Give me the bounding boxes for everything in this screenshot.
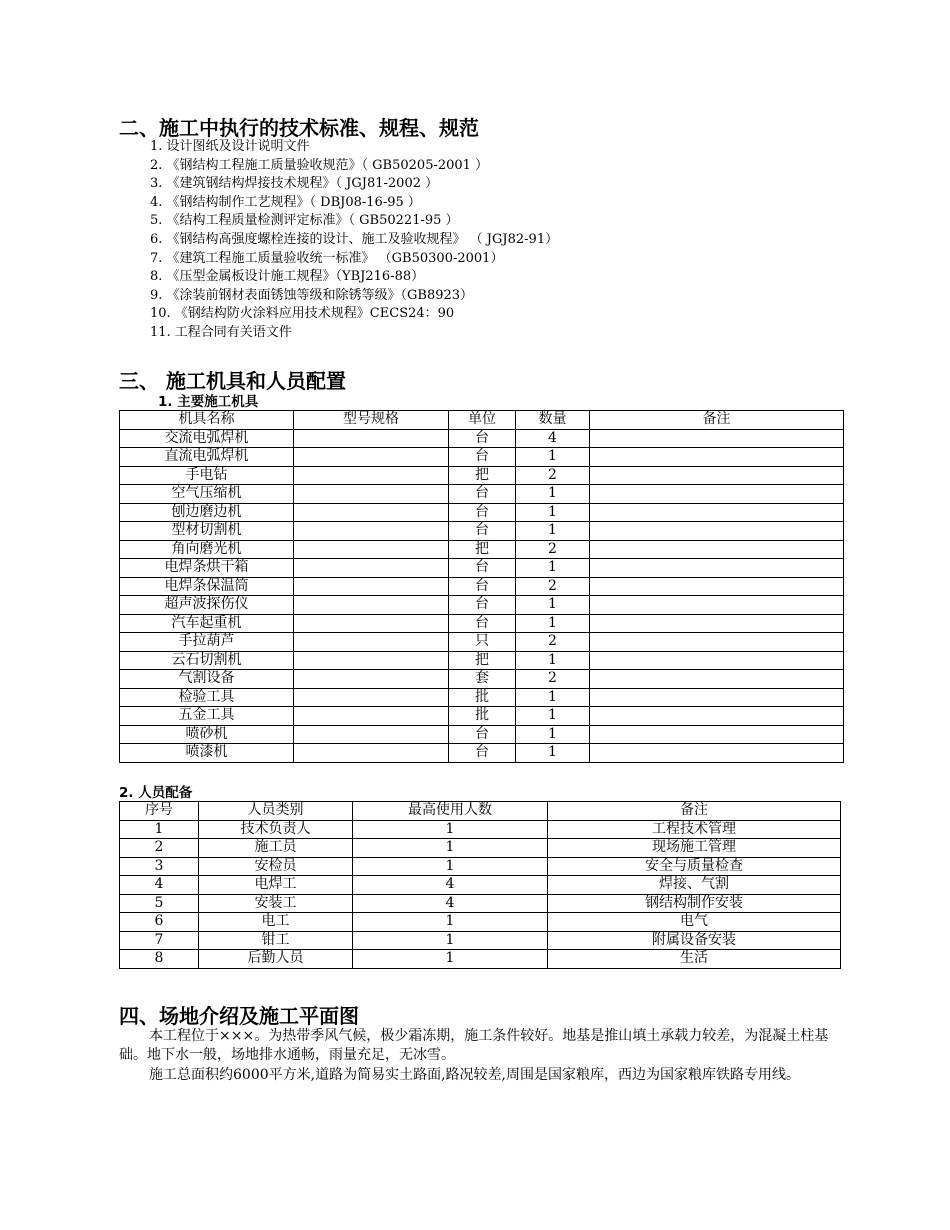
personnel-header-cell: 人员类别: [199, 802, 353, 821]
equipment-cell: 4: [516, 429, 590, 448]
standard-item: 2. 《钢结构工程施工质量验收规范》（ GB50205-2001 ）: [150, 157, 489, 173]
personnel-header-row: [120, 802, 841, 821]
personnel-cell: 2: [120, 839, 199, 858]
personnel-row: [120, 857, 841, 876]
personnel-header-cell: 序号: [120, 802, 199, 821]
equipment-cell: [590, 596, 844, 615]
equipment-cell: [294, 503, 449, 522]
equipment-table: [119, 410, 844, 763]
equipment-cell: 电焊条保温筒: [120, 577, 294, 596]
equipment-cell: 检验工具: [120, 688, 294, 707]
equipment-cell: 2: [516, 670, 590, 689]
personnel-row: [120, 931, 841, 950]
personnel-cell: 5: [120, 894, 199, 913]
equipment-cell: [590, 429, 844, 448]
standard-item: 3. 《建筑钢结构焊接技术规程》（ JGJ81-2002 ）: [150, 176, 439, 192]
equipment-cell: 1: [516, 522, 590, 541]
standard-item: 11. 工程合同有关语文件: [150, 324, 292, 340]
equipment-cell: 型材切割机: [120, 522, 294, 541]
personnel-cell: 电焊工: [199, 876, 353, 895]
equipment-header-cell: 机具名称: [120, 411, 294, 430]
equipment-cell: [590, 448, 844, 467]
equipment-cell: 台: [449, 485, 516, 504]
equipment-cell: [294, 466, 449, 485]
personnel-cell: 1: [353, 950, 548, 969]
equipment-cell: [590, 670, 844, 689]
personnel-cell: 4: [353, 894, 548, 913]
equipment-cell: [294, 429, 449, 448]
equipment-row: [120, 670, 844, 689]
personnel-cell: 施工员: [199, 839, 353, 858]
personnel-cell: 安全与质量检查: [548, 857, 841, 876]
equipment-cell: [590, 559, 844, 578]
equipment-cell: [294, 744, 449, 763]
personnel-row: [120, 839, 841, 858]
equipment-cell: 直流电弧焊机: [120, 448, 294, 467]
equipment-cell: [294, 707, 449, 726]
equipment-cell: [590, 614, 844, 633]
personnel-row: [120, 913, 841, 932]
site-paragraph-2: [119, 1066, 844, 1085]
personnel-cell: 4: [353, 876, 548, 895]
equipment-cell: 台: [449, 614, 516, 633]
personnel-cell: 1: [353, 931, 548, 950]
personnel-cell: 生活: [548, 950, 841, 969]
equipment-cell: [294, 688, 449, 707]
equipment-cell: [294, 448, 449, 467]
equipment-header-row: [120, 411, 844, 430]
equipment-cell: [590, 688, 844, 707]
section2-title: 二、施工中执行的技术标准、规程、规范: [119, 116, 479, 140]
personnel-cell: 1: [353, 820, 548, 839]
equipment-header-cell: 备注: [590, 411, 844, 430]
equipment-cell: [294, 670, 449, 689]
site-paragraph-text: 本工程位于×××。为热带季风气候，极少霜冻期，施工条件较好。地基是推山填土承载力较差，为混凝土柱基础。地下水一般，场地排水通畅，雨量充足，无冰雪。: [119, 1028, 829, 1063]
standard-item: 1. 设计图纸及设计说明文件: [150, 139, 310, 154]
equipment-cell: [294, 485, 449, 504]
equipment-cell: 1: [516, 707, 590, 726]
equipment-row: [120, 522, 844, 541]
personnel-table: [119, 801, 841, 969]
personnel-cell: 安检员: [199, 857, 353, 876]
equipment-cell: 2: [516, 466, 590, 485]
equipment-cell: 1: [516, 688, 590, 707]
equipment-cell: 台: [449, 577, 516, 596]
equipment-cell: [294, 559, 449, 578]
personnel-cell: 1: [353, 913, 548, 932]
personnel-subtitle: 2. 人员配备: [119, 785, 193, 801]
equipment-cell: 超声波探伤仪: [120, 596, 294, 615]
equipment-cell: [590, 633, 844, 652]
equipment-cell: 云石切割机: [120, 651, 294, 670]
equipment-row: [120, 707, 844, 726]
personnel-cell: 焊接、气割: [548, 876, 841, 895]
equipment-cell: [294, 522, 449, 541]
equipment-cell: 台: [449, 559, 516, 578]
equipment-row: [120, 485, 844, 504]
equipment-row: [120, 429, 844, 448]
equipment-cell: [294, 540, 449, 559]
equipment-cell: [590, 485, 844, 504]
equipment-cell: 喷砂机: [120, 725, 294, 744]
site-paragraph-text: 施工总面积约6000平方米,道路为简易实土路面,路况较差,周围是国家粮库，西边为国家粮库铁路专用线。: [149, 1067, 800, 1083]
equipment-cell: 套: [449, 670, 516, 689]
equipment-header-cell: 数量: [516, 411, 590, 430]
equipment-row: [120, 596, 844, 615]
equipment-subtitle: 1. 主要施工机具: [158, 394, 259, 410]
equipment-cell: [294, 633, 449, 652]
equipment-cell: 电焊条烘干箱: [120, 559, 294, 578]
equipment-cell: 1: [516, 559, 590, 578]
site-paragraph-1: [119, 1027, 844, 1065]
equipment-cell: [590, 725, 844, 744]
equipment-cell: [590, 707, 844, 726]
equipment-row: [120, 725, 844, 744]
equipment-cell: 把: [449, 540, 516, 559]
standard-item: 6. 《钢结构高强度螺栓连接的设计、施工及验收规程》 （ JGJ82-91）: [150, 231, 559, 247]
personnel-cell: 钳工: [199, 931, 353, 950]
equipment-cell: 台: [449, 448, 516, 467]
equipment-cell: 台: [449, 725, 516, 744]
equipment-cell: 台: [449, 503, 516, 522]
equipment-cell: 手电钻: [120, 466, 294, 485]
personnel-cell: 1: [353, 839, 548, 858]
equipment-cell: [590, 744, 844, 763]
equipment-cell: 批: [449, 688, 516, 707]
equipment-cell: 气割设备: [120, 670, 294, 689]
equipment-cell: 台: [449, 744, 516, 763]
equipment-cell: 1: [516, 596, 590, 615]
personnel-cell: 钢结构制作安装: [548, 894, 841, 913]
equipment-row: [120, 448, 844, 467]
equipment-cell: 只: [449, 633, 516, 652]
equipment-cell: [590, 522, 844, 541]
equipment-cell: 汽车起重机: [120, 614, 294, 633]
equipment-cell: 1: [516, 744, 590, 763]
equipment-cell: 批: [449, 707, 516, 726]
standards-list: [150, 138, 558, 343]
personnel-cell: 后勤人员: [199, 950, 353, 969]
equipment-cell: 1: [516, 725, 590, 744]
equipment-cell: [590, 540, 844, 559]
equipment-cell: [590, 651, 844, 670]
personnel-cell: 4: [120, 876, 199, 895]
equipment-row: [120, 744, 844, 763]
equipment-cell: 把: [449, 651, 516, 670]
standard-item: 8. 《压型金属板设计施工规程》（YBJ216-88）: [150, 269, 425, 285]
equipment-row: [120, 651, 844, 670]
personnel-cell: 7: [120, 931, 199, 950]
equipment-cell: 1: [516, 485, 590, 504]
equipment-row: [120, 633, 844, 652]
equipment-cell: 1: [516, 614, 590, 633]
equipment-cell: 台: [449, 596, 516, 615]
equipment-cell: [294, 614, 449, 633]
equipment-cell: 1: [516, 448, 590, 467]
personnel-cell: 技术负责人: [199, 820, 353, 839]
equipment-header-cell: 型号规格: [294, 411, 449, 430]
equipment-cell: [294, 725, 449, 744]
personnel-cell: 1: [353, 857, 548, 876]
personnel-header-cell: 最高使用人数: [353, 802, 548, 821]
equipment-cell: 喷漆机: [120, 744, 294, 763]
equipment-cell: 1: [516, 651, 590, 670]
personnel-cell: 电气: [548, 913, 841, 932]
equipment-cell: 2: [516, 540, 590, 559]
personnel-row: [120, 950, 841, 969]
standard-item: 7. 《建筑工程施工质量验收统一标准》 （GB50300-2001）: [150, 250, 504, 266]
equipment-row: [120, 614, 844, 633]
equipment-row: [120, 503, 844, 522]
personnel-row: [120, 820, 841, 839]
personnel-row: [120, 876, 841, 895]
equipment-cell: 台: [449, 429, 516, 448]
equipment-cell: 2: [516, 577, 590, 596]
personnel-cell: 6: [120, 913, 199, 932]
equipment-header-cell: 单位: [449, 411, 516, 430]
personnel-cell: 3: [120, 857, 199, 876]
equipment-row: [120, 688, 844, 707]
section4-title: 四、场地介绍及施工平面图: [119, 1004, 359, 1028]
personnel-row: [120, 894, 841, 913]
personnel-header-cell: 备注: [548, 802, 841, 821]
personnel-cell: 现场施工管理: [548, 839, 841, 858]
personnel-cell: 附属设备安装: [548, 931, 841, 950]
equipment-cell: [294, 596, 449, 615]
section3-title: 三、 施工机具和人员配置: [119, 369, 346, 393]
equipment-cell: 2: [516, 633, 590, 652]
equipment-cell: 交流电弧焊机: [120, 429, 294, 448]
standard-item: 5. 《结构工程质量检测评定标准》（ GB50221-95 ）: [150, 213, 459, 229]
equipment-cell: [294, 577, 449, 596]
equipment-cell: 刨边磨边机: [120, 503, 294, 522]
equipment-cell: [590, 577, 844, 596]
equipment-cell: 角向磨光机: [120, 540, 294, 559]
equipment-cell: [294, 651, 449, 670]
equipment-cell: 1: [516, 503, 590, 522]
standard-item: 9. 《涂装前钢材表面锈蚀等级和除锈等级》（GB8923）: [150, 287, 474, 303]
equipment-cell: 空气压缩机: [120, 485, 294, 504]
personnel-cell: 1: [120, 820, 199, 839]
equipment-cell: 五金工具: [120, 707, 294, 726]
equipment-cell: 把: [449, 466, 516, 485]
personnel-cell: 安装工: [199, 894, 353, 913]
equipment-cell: [590, 503, 844, 522]
equipment-cell: 手拉葫芦: [120, 633, 294, 652]
standard-item: 10. 《钢结构防火涂料应用技术规程》CECS24：90: [150, 306, 455, 322]
personnel-cell: 8: [120, 950, 199, 969]
equipment-row: [120, 559, 844, 578]
equipment-row: [120, 540, 844, 559]
personnel-cell: 工程技术管理: [548, 820, 841, 839]
equipment-row: [120, 466, 844, 485]
standard-item: 4. 《钢结构制作工艺规程》（ DBJ08-16-95 ）: [150, 194, 421, 210]
equipment-row: [120, 577, 844, 596]
equipment-cell: 台: [449, 522, 516, 541]
personnel-cell: 电工: [199, 913, 353, 932]
equipment-cell: [590, 466, 844, 485]
